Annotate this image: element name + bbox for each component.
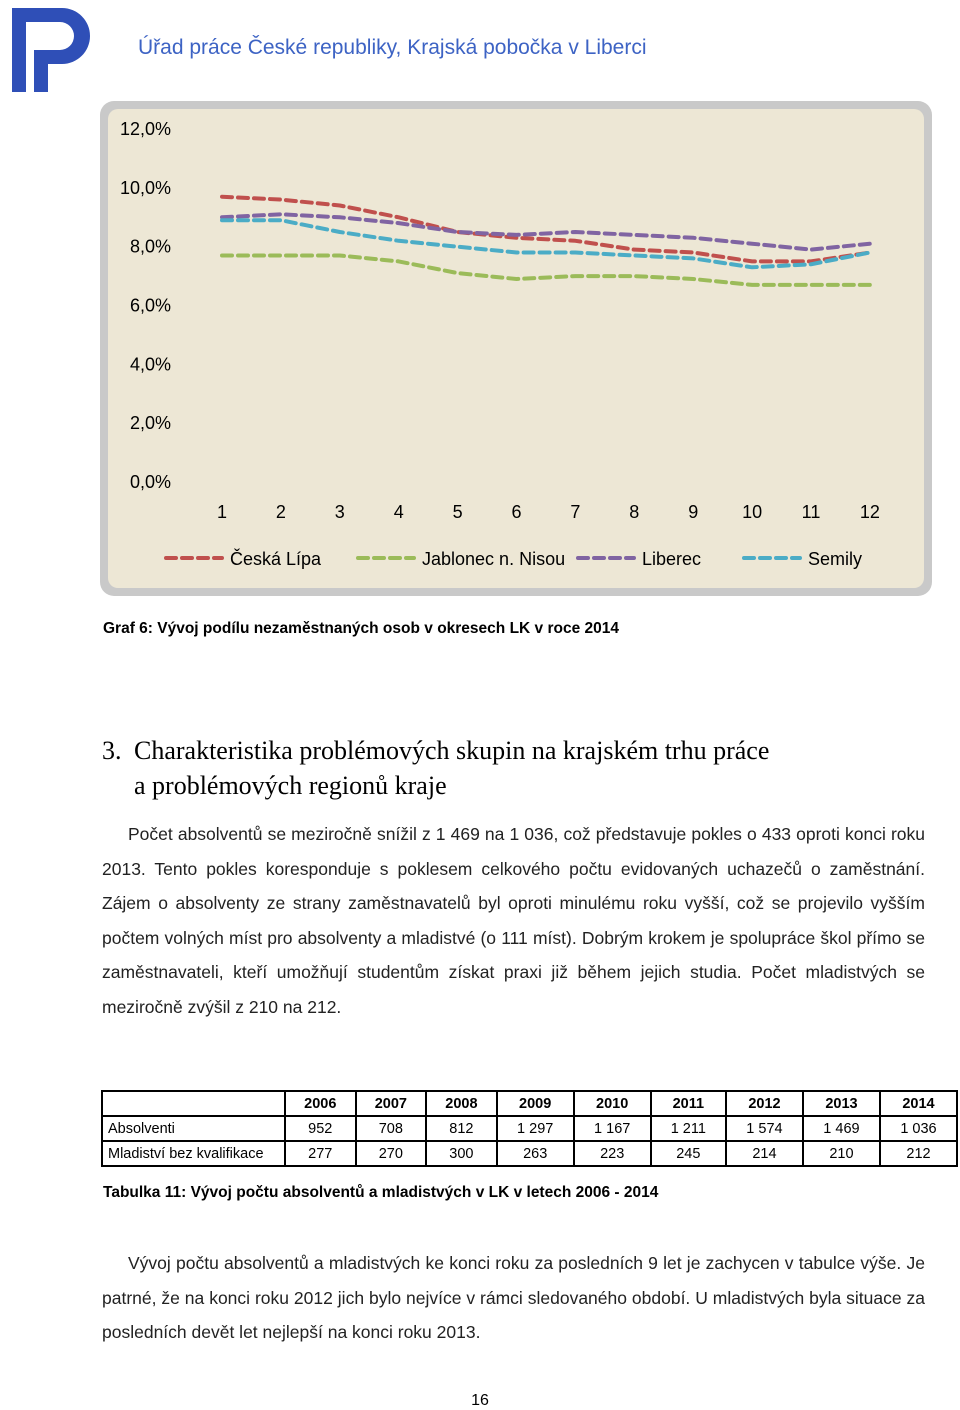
- year-header: 2013: [803, 1091, 880, 1116]
- y-tick-label: 2,0%: [129, 413, 171, 434]
- y-tick-label: 12,0%: [119, 119, 171, 139]
- section-title-line2: a problémových regionů kraje: [134, 771, 447, 800]
- year-header: 2011: [651, 1091, 726, 1116]
- year-header: 2009: [497, 1091, 574, 1116]
- table-cell: 277: [285, 1141, 356, 1166]
- y-tick-label: 4,0%: [129, 354, 171, 375]
- year-header: 2008: [426, 1091, 497, 1116]
- table-cell: 708: [356, 1116, 427, 1141]
- table-cell: 1 469: [803, 1116, 880, 1141]
- unemployment-line-chart: [108, 109, 924, 588]
- figure-caption: Graf 6: Vývoj podílu nezaměstnaných osob v okresech LK v roce 2014: [103, 620, 619, 637]
- chart-frame: [100, 101, 932, 596]
- year-header: 2006: [285, 1091, 356, 1116]
- legend-label: Semily: [808, 549, 863, 569]
- paragraph-absolventi: Počet absolventů se meziročně snížil z 1 469 na 1 036, což představuje pokles o 433 oproti konci roku 2013. Tento pokles koresponduje s poklesem celkového počtu evidovaných uchazečů o zaměstnání. Zájem o absolventy ze strany zaměstnavatelů byl oproti minulému roku vyšší, což se projevilo vyšším počtem volných míst pro absolventy a mladistvé (o 111 míst). Dobrým krokem je spolupráce škol přímo se zaměstnavateli, kteří umožňují studentům získat praxi již během jejich studia. Počet mladistvých se meziročně zvýšil z 210 na 212.: [102, 824, 925, 1017]
- up-logo: [4, 2, 96, 94]
- table-cell: 1 036: [880, 1116, 957, 1141]
- x-tick-label: 2: [275, 502, 286, 522]
- series-line: [222, 220, 870, 267]
- table-cell: 214: [726, 1141, 803, 1166]
- table-cell: 212: [880, 1141, 957, 1166]
- series-line: [222, 214, 870, 249]
- x-tick-label: 3: [334, 502, 345, 522]
- organization-name: Úřad práce České republiky, Krajská pobočka v Liberci: [138, 36, 647, 59]
- table-cell: 1 211: [651, 1116, 726, 1141]
- table-cell: 1 167: [574, 1116, 651, 1141]
- page-number: 16: [471, 1392, 489, 1409]
- table-corner-cell: [102, 1091, 285, 1116]
- year-header: 2014: [880, 1091, 957, 1116]
- paragraph-table-summary: Vývoj počtu absolventů a mladistvých ke konci roku za posledních 9 let je zachycen v tabulce výše. Je patrné, že na konci roku 2012 jich bylo nejvíce v rámci sledovaného období. U mladistvých byla situace za posledních devět let nejlepší na konci roku 2013.: [102, 1253, 925, 1342]
- x-tick-label: 7: [570, 502, 581, 522]
- table-row: [102, 1116, 957, 1141]
- table-cell: 210: [803, 1141, 880, 1166]
- section-title-line1: Charakteristika problémových skupin na krajském trhu práce: [134, 736, 770, 765]
- table-cell: 263: [497, 1141, 574, 1166]
- series-line: [222, 256, 870, 285]
- x-tick-label: 1: [216, 502, 228, 522]
- x-tick-label: 12: [859, 502, 880, 522]
- legend-label: Česká Lípa: [230, 549, 322, 569]
- table-cell: 270: [356, 1141, 427, 1166]
- x-tick-label: 9: [688, 502, 699, 522]
- table-header-row: [102, 1091, 957, 1116]
- x-tick-label: 11: [801, 502, 821, 522]
- table-row: [102, 1141, 957, 1166]
- y-tick-label: 0,0%: [129, 472, 171, 492]
- y-tick-label: 6,0%: [129, 295, 171, 316]
- year-header: 2007: [356, 1091, 427, 1116]
- chart-area: [108, 109, 924, 588]
- table-cell: 223: [574, 1141, 651, 1166]
- table-caption: Tabulka 11: Vývoj počtu absolventů a mladistvých v LK v letech 2006 - 2014: [103, 1184, 659, 1201]
- table-cell: 1 297: [497, 1116, 574, 1141]
- x-tick-label: 4: [393, 502, 404, 522]
- x-tick-label: 5: [452, 502, 463, 522]
- year-header: 2012: [726, 1091, 803, 1116]
- section-heading: [102, 733, 932, 803]
- table-cell: 952: [285, 1116, 356, 1141]
- table-cell: 812: [426, 1116, 497, 1141]
- y-tick-label: 8,0%: [129, 236, 171, 257]
- table-cell: 300: [426, 1141, 497, 1166]
- x-tick-label: 6: [511, 502, 522, 522]
- y-tick-label: 10,0%: [119, 177, 171, 198]
- legend-label: Jablonec n. Nisou: [422, 549, 566, 569]
- absolventi-table: [101, 1090, 958, 1167]
- x-tick-label: 10: [742, 502, 763, 522]
- row-label: Absolventi: [102, 1116, 285, 1141]
- x-tick-label: 8: [629, 502, 640, 522]
- row-label: Mladiství bez kvalifikace: [102, 1141, 285, 1166]
- table-cell: 1 574: [726, 1116, 803, 1141]
- section-number: 3.: [102, 736, 122, 765]
- table-cell: 245: [651, 1141, 726, 1166]
- year-header: 2010: [574, 1091, 651, 1116]
- legend-label: Liberec: [642, 549, 702, 569]
